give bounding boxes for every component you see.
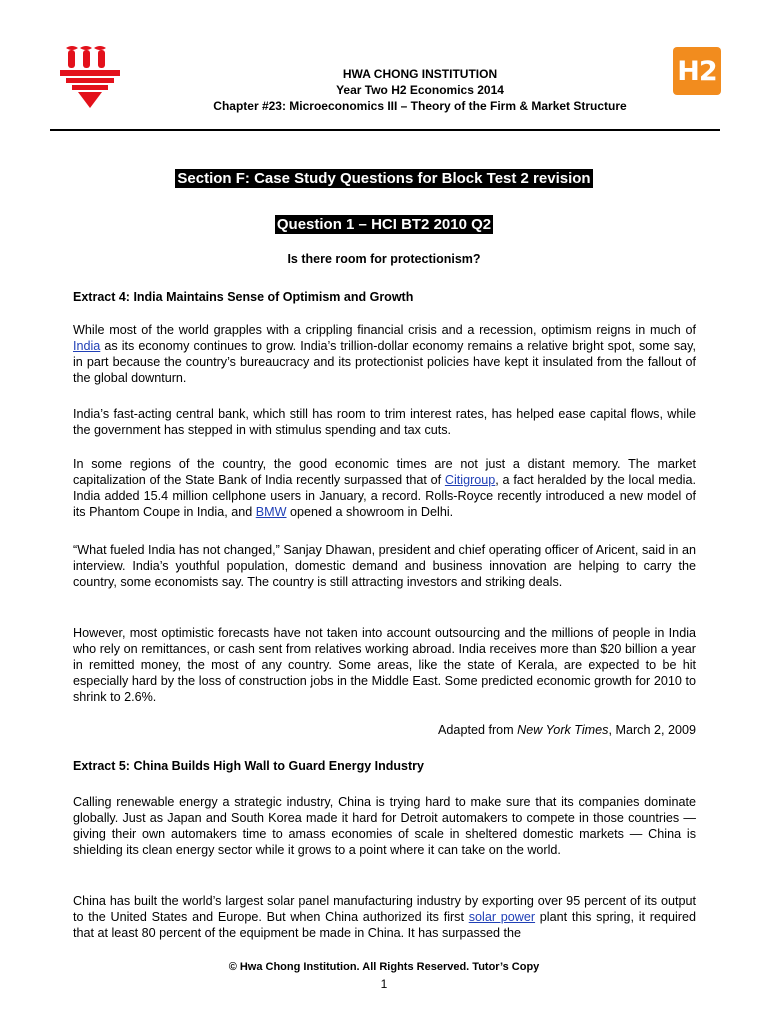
extract-4-title: Extract 4: India Maintains Sense of Optimism and Growth: [73, 290, 414, 304]
hci-logo: [58, 44, 122, 110]
question-title: Is there room for protectionism?: [287, 252, 481, 266]
india-link[interactable]: India: [73, 339, 101, 353]
copyright-footer: © Hwa Chong Institution. All Rights Reserved. Tutor’s Copy: [228, 961, 540, 973]
course-title: Year Two H2 Economics 2014: [336, 83, 504, 97]
solar-power-link[interactable]: solar power: [468, 910, 536, 924]
extract-5-title: Extract 5: China Builds High Wall to Guard Energy Industry: [73, 759, 424, 773]
extract-5-paragraph-1: Calling renewable energy a strategic industry, China is trying hard to make sure that its companies dominate globally. Just as Japan and South Korea made it hard for Detroit automakers to compete in those countries — giving their own automakers time to amass economies of scale in sheltered domestic markets — China is shielding its clean energy sector while it grows to a point where it can take on the world.: [73, 795, 696, 857]
extract-4-paragraph-1: While most of the world grapples with a crippling financial crisis and a recession, optimism reigns in much of India as its economy continues to grow. India’s trillion-dollar economy remains a relative bright spot, some say, in part because the country’s bureaucracy and its protectionist policies have kept it insulated from the fallout of the global downturn.: [73, 323, 696, 385]
header-divider: [50, 129, 720, 131]
extract-4-paragraph-2: India’s fast-acting central bank, which still has room to trim interest rates, has helped ease capital flows, while the government has stepped in with stimulus spending and tax cuts.: [73, 407, 696, 437]
extract-4-paragraph-4: “What fueled India has not changed,” Sanjay Dhawan, president and chief operating officer of Aricent, said in an interview. India’s youthful population, domestic demand and business innovation are helping to carry the country, some economists say. The country is still attracting investors and striking deals.: [73, 543, 696, 589]
citigroup-link[interactable]: Citigroup: [444, 473, 496, 487]
h2-badge: H2: [673, 47, 721, 95]
extract-4-paragraph-5: However, most optimistic forecasts have not taken into account outsourcing and the millions of people in India who rely on remittances, or cash sent from relatives working abroad. India receives more than $20 billion a year in remitted money, the most of any country. Some areas, like the state of Kerala, are expected to be hit especially hard by the loss of construction jobs in the Middle East. Some predicted economic growth for 2010 to shrink to 2.6%.: [73, 626, 696, 704]
extract-4-paragraph-3: In some regions of the country, the good economic times are not just a distant memory. The market capitalization of the State Bank of India recently surpassed that of Citigroup, a fact heralded by the local media. India added 15.4 million cellphone users in January, a record. Rolls-Royce recently introduced a new model of its Phantom Coupe in India, and BMW opened a showroom in Delhi.: [73, 457, 696, 519]
chapter-title: Chapter #23: Microeconomics III – Theory of the Firm & Market Structure: [213, 99, 627, 113]
extract-5-paragraph-2: China has built the world’s largest solar panel manufacturing industry by exporting over 95 percent of its output to the United States and Europe. But when China authorized its first solar power plant this spring, it required that at least 80 percent of the equipment be made in China. It has surpassed the: [73, 894, 696, 940]
page-number: 1: [380, 977, 388, 991]
institution-name: HWA CHONG INSTITUTION: [342, 67, 498, 81]
extract-4-source: Adapted from New York Times, March 2, 2009: [438, 723, 696, 737]
question-heading: Question 1 – HCI BT2 2010 Q2: [276, 216, 492, 233]
section-heading: Section F: Case Study Questions for Block Test 2 revision: [177, 170, 591, 187]
bmw-link[interactable]: BMW: [255, 505, 287, 519]
